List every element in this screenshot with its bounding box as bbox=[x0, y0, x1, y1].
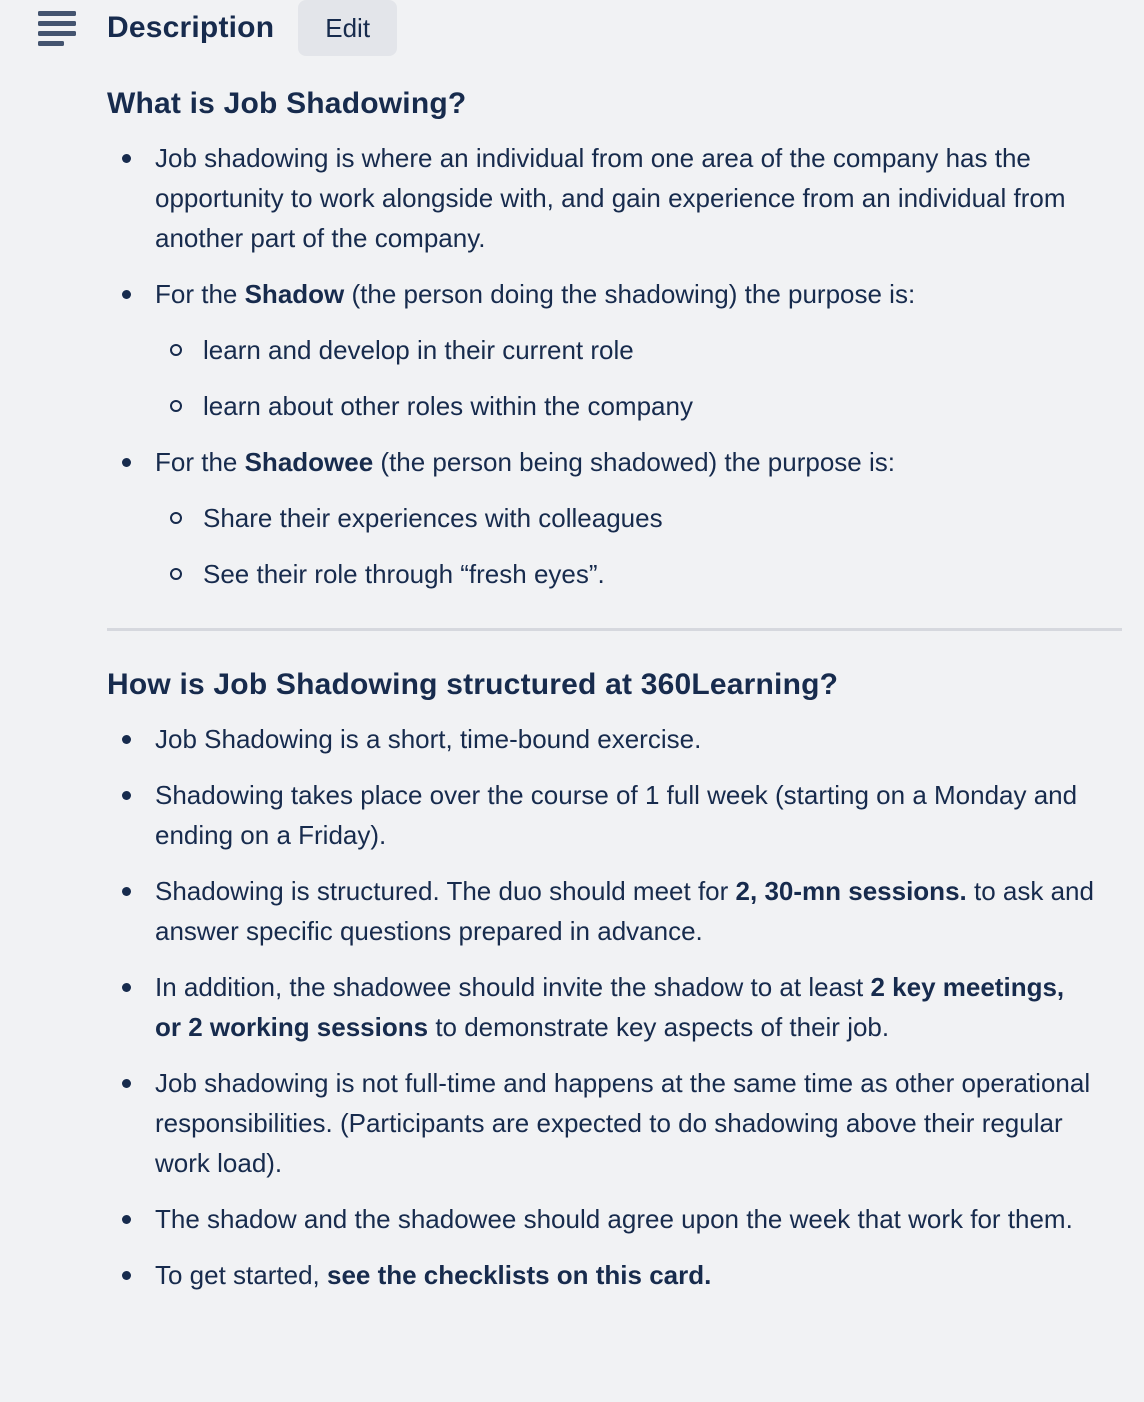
list-item-text: learn and develop in their current role bbox=[203, 335, 634, 365]
bullet-circle-icon bbox=[170, 512, 182, 524]
bullet-disc-icon bbox=[122, 983, 131, 992]
list-item-text: To get started, see the checklists on this card. bbox=[155, 1260, 712, 1290]
list-item-text: In addition, the shadowee should invite the shadow to at least 2 key meetings, or 2 working sessions to demonstrate key aspects of their job. bbox=[155, 972, 1065, 1042]
description-title: Description bbox=[107, 11, 275, 44]
list-item-text: Job shadowing is where an individual from one area of the company has the opportunity to work alongside with, and gain experience from an individual from another part of the company. bbox=[155, 143, 1066, 253]
list-item bbox=[107, 442, 1122, 482]
icon-bar bbox=[38, 11, 76, 16]
bullet-disc-icon bbox=[122, 887, 131, 896]
list-item-text: Shadowing takes place over the course of 1 full week (starting on a Monday and ending on a Friday). bbox=[155, 780, 1078, 850]
section-divider bbox=[107, 628, 1122, 631]
list-item bbox=[107, 1255, 1122, 1295]
list-item bbox=[107, 871, 1122, 951]
list-item bbox=[107, 775, 1122, 855]
list-item bbox=[107, 719, 1122, 759]
list-item-text: For the Shadowee (the person being shadowed) the purpose is: bbox=[155, 447, 895, 477]
icon-bar bbox=[38, 31, 76, 36]
list-item bbox=[107, 330, 1122, 370]
list-item bbox=[107, 1199, 1122, 1239]
bullet-disc-icon bbox=[122, 1079, 131, 1088]
bullet-disc-icon bbox=[122, 154, 131, 163]
edit-button[interactable]: Edit bbox=[298, 0, 397, 56]
bullet-disc-icon bbox=[122, 1271, 131, 1280]
bullet-disc-icon bbox=[122, 735, 131, 744]
list-item-text: See their role through “fresh eyes”. bbox=[203, 559, 605, 589]
list-item bbox=[107, 274, 1122, 314]
bullet-circle-icon bbox=[170, 568, 182, 580]
list-item-text: For the Shadow (the person doing the shadowing) the purpose is: bbox=[155, 279, 916, 309]
list-item bbox=[107, 967, 1122, 1047]
icon-bar bbox=[38, 21, 76, 26]
description-body bbox=[107, 86, 1122, 1295]
list-item bbox=[107, 138, 1122, 258]
list-item bbox=[107, 498, 1122, 538]
bullet-circle-icon bbox=[170, 400, 182, 412]
list-item-text: Shadowing is structured. The duo should meet for 2, 30-mn sessions. to ask and answer specific questions prepared in advance. bbox=[155, 876, 1094, 946]
list-item bbox=[107, 1063, 1122, 1183]
bullet-disc-icon bbox=[122, 290, 131, 299]
bullet-list bbox=[107, 138, 1122, 594]
list-item-text: The shadow and the shadowee should agree upon the week that work for them. bbox=[155, 1204, 1073, 1234]
description-icon bbox=[38, 11, 76, 46]
bullet-circle-icon bbox=[170, 344, 182, 356]
section-heading: How is Job Shadowing structured at 360Learning? bbox=[107, 668, 839, 701]
list-item-text: Job shadowing is not full-time and happens at the same time as other operational responsibilities. (Participants are expected to do shadowing above their regular work load). bbox=[155, 1068, 1091, 1178]
bullet-disc-icon bbox=[122, 1215, 131, 1224]
list-item-text: Share their experiences with colleagues bbox=[203, 503, 663, 533]
bullet-disc-icon bbox=[122, 791, 131, 800]
bullet-list bbox=[107, 719, 1122, 1295]
icon-bar bbox=[38, 41, 64, 46]
list-item bbox=[107, 554, 1122, 594]
bullet-disc-icon bbox=[122, 458, 131, 467]
list-item bbox=[107, 386, 1122, 426]
list-item-text: Job Shadowing is a short, time-bound exercise. bbox=[155, 724, 702, 754]
section-heading: What is Job Shadowing? bbox=[107, 87, 467, 120]
list-item-text: learn about other roles within the company bbox=[203, 391, 693, 421]
description-header bbox=[0, 0, 1144, 56]
